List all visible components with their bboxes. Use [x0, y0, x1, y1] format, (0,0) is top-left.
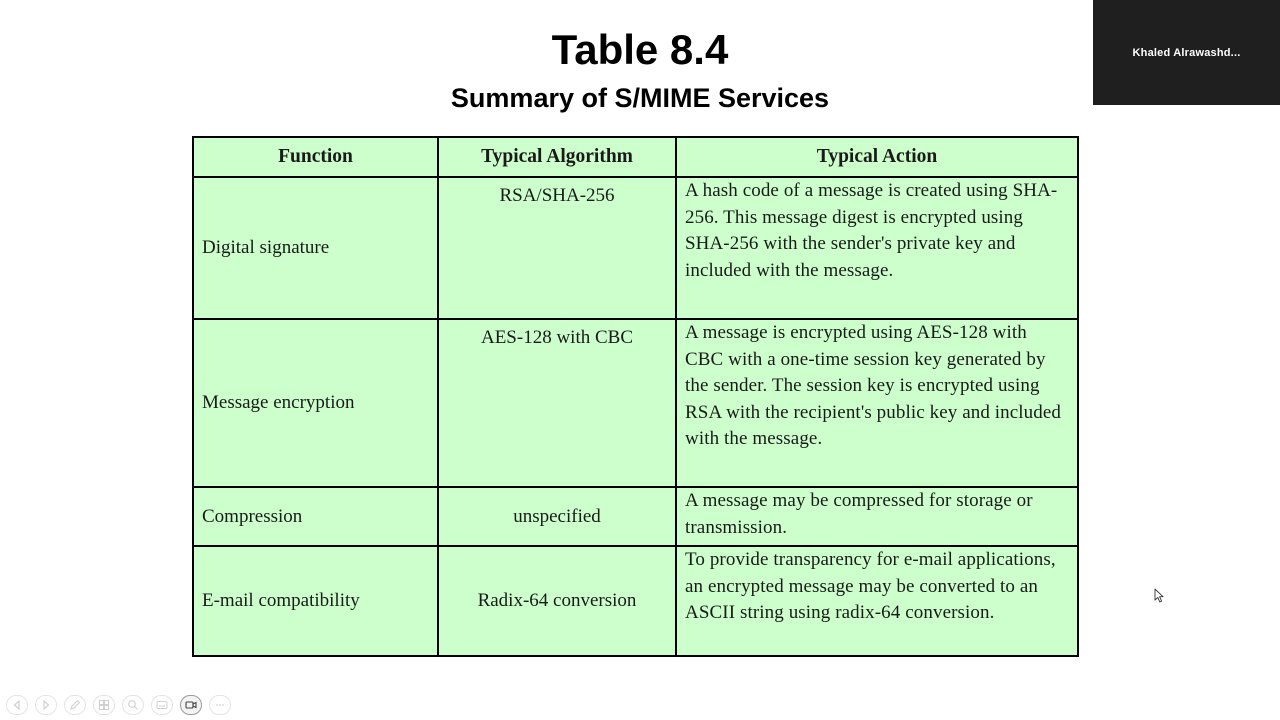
algorithm-cell: RSA/SHA-256: [438, 177, 676, 319]
camera-icon: [185, 699, 197, 711]
table-row: [193, 487, 1078, 546]
algorithm-cell: unspecified: [438, 487, 676, 546]
column-header-algorithm: Typical Algorithm: [438, 137, 676, 177]
algorithm-cell: AES-128 with CBC: [438, 319, 676, 487]
see-all-slides-button[interactable]: [93, 695, 115, 715]
table-row: [193, 546, 1078, 656]
slides-grid-icon: [98, 699, 110, 711]
subtitles-icon: [156, 699, 168, 711]
function-cell: Digital signature: [193, 177, 438, 319]
pen-icon: [69, 699, 81, 711]
pen-tool-button[interactable]: [64, 695, 86, 715]
column-header-action: Typical Action: [676, 137, 1078, 177]
action-cell: A hash code of a message is created using SHA-256. This message digest is encrypted using SHA-256 with the sender's private key and included with the message.: [676, 177, 1078, 319]
smime-services-table: [192, 136, 1079, 657]
previous-icon: [11, 699, 23, 711]
previous-slide-button[interactable]: [6, 695, 28, 715]
function-cell: Compression: [193, 487, 438, 546]
column-header-function: Function: [193, 137, 438, 177]
next-slide-button[interactable]: [35, 695, 57, 715]
algorithm-cell: Radix-64 conversion: [438, 546, 676, 656]
zoom-button[interactable]: [122, 695, 144, 715]
slide-subtitle: Summary of S/MIME Services: [450, 83, 830, 113]
table-header-row: [193, 137, 1078, 177]
participant-video-tile[interactable]: [1093, 0, 1280, 105]
zoom-icon: [127, 699, 139, 711]
table-row: [193, 177, 1078, 319]
participant-name: Khaled Alrawashd...: [1132, 46, 1241, 59]
table-row: [193, 319, 1078, 487]
mouse-cursor-icon: [1154, 588, 1164, 603]
subtitles-button[interactable]: [151, 695, 173, 715]
next-icon: [40, 699, 52, 711]
more-icon: [214, 699, 226, 711]
action-cell: A message may be compressed for storage or transmission.: [676, 487, 1078, 546]
action-cell: A message is encrypted using AES-128 with CBC with a one-time session key generated by the sender. The session key is encrypted using RSA with the recipient's public key and included with the message.: [676, 319, 1078, 487]
action-cell: To provide transparency for e-mail applications, an encrypted message may be converted to an ASCII string using radix-64 conversion.: [676, 546, 1078, 656]
more-options-button[interactable]: [209, 695, 231, 715]
function-cell: E-mail compatibility: [193, 546, 438, 656]
slideshow-toolbar: [6, 695, 231, 715]
camera-button[interactable]: [180, 695, 202, 715]
slide-title: Table 8.4: [551, 26, 729, 73]
function-cell: Message encryption: [193, 319, 438, 487]
